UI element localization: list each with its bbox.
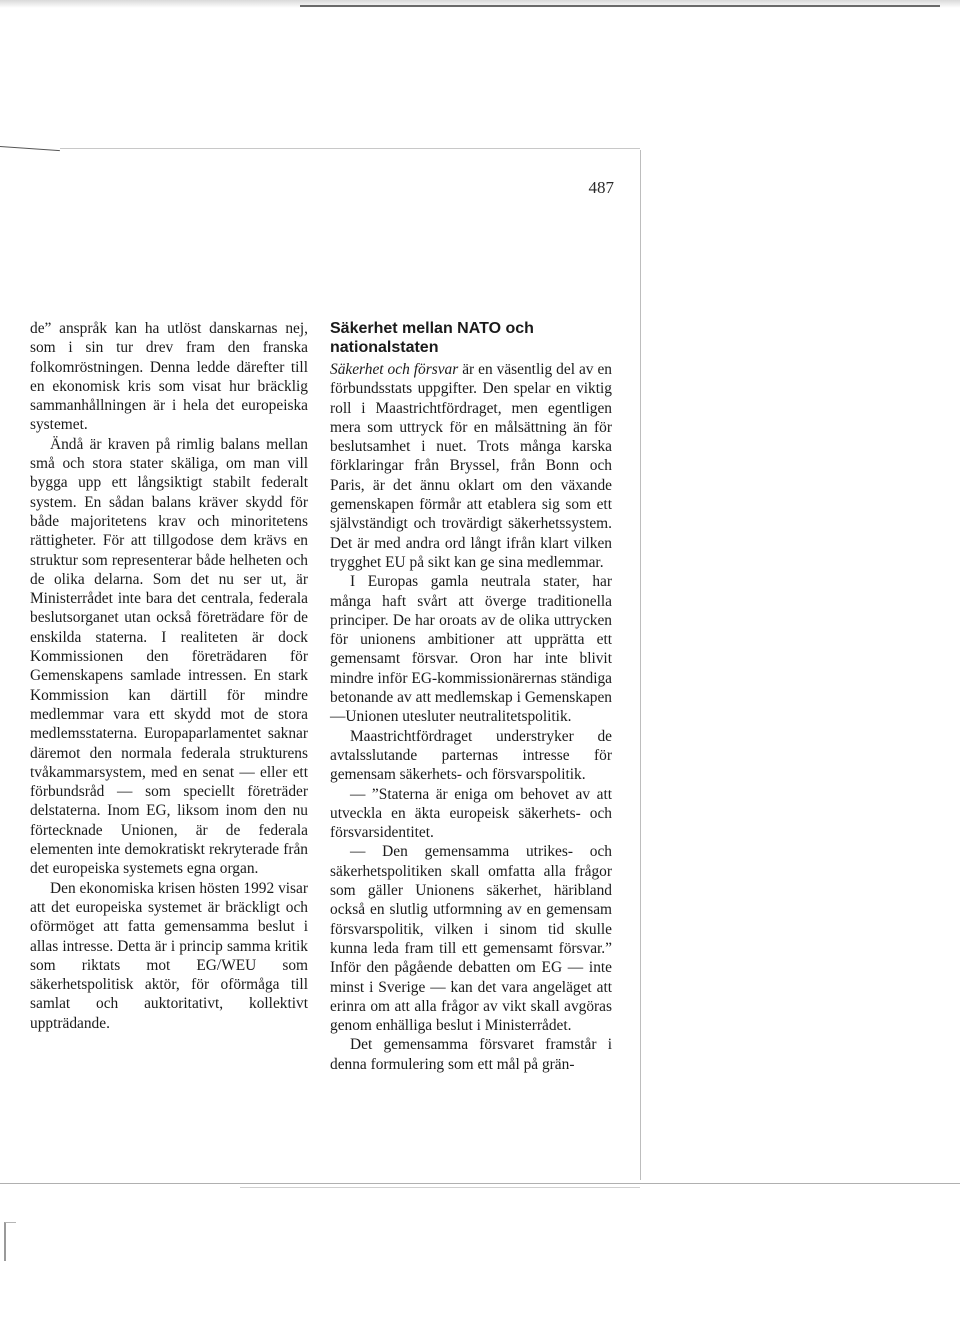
paragraph-text: är en väsentlig del av en förbundsstats uppgifter. Den spelar en viktig roll i Maastrichtfördraget, men egentligen mera som uttryck för en målsättning än för beslutsamhet i nuet. Trots många karska förklaringar från Bryssel, från Bonn och Paris, är det ännu oklart om den växande gemenskapen förmår att etablera sig som ett självständigt och trovärdigt säkerhetssystem. Det är med andra ord långt ifrån klart vilken trygghet EU på sikt kan ge sina medlemmar. [330,361,612,571]
paragraph [330,360,612,572]
crop-mark [0,146,60,151]
page-edge-bottom [0,1183,960,1184]
paragraph: — ”Staterna är eniga om behovet av att utveckla en äkta europeisk säkerhets- och försvarsidentitet. [330,785,612,842]
paragraph: I Europas gamla neutrala stater, har många haft svårt att överge traditionella principer. De har oroats av de olika uttrycken för unionens ambitioner att upprätta ett gemensamt försvar. Oron har inte blivit mindre inför EG-kommissionärernas ständiga betonande av att medlemskap i Gemenskapen—Unionen utesluter neutralitetspolitik. [330,573,612,726]
page-edge-right [640,150,641,1180]
paragraph: Ändå är kraven på rimlig balans mellan små och stora stater skäliga, om man vill bygga upp ett långsiktigt stabilt federalt system. En sådan balans kräver skydd för både majoritetens krav och minoritetens rättigheter. För att tillgodose dem krävs en struktur som representerar både helheten och de olika delarna. Som det nu ser ut, är Ministerrådet inte bara det centrala, federala beslutsorganet utan också företrädare för de enskilda staterna. I realiteten är dock Kommissionen den företrädaren för Gemenskapens samlade intressen. En stark Kommission kan därtill för mindre medlemmar vara ett skydd mot de stora medlemsstaterna. Europaparlamentet saknar däremot den normala federala strukturens tvåkammarsystem, med en senat — eller ett förbundsråd — som speciellt företräder delstaterna. Inom EG, liksom inom den nu förtecknade Unionen, är de federala elementen inte demokratiskt rekryterade från det europeiska systemets egna organ. [30,435,308,878]
page-edge-top [60,148,640,149]
left-column [30,319,308,1033]
section-heading [330,319,612,357]
page-edge-bottom-inner [240,1187,640,1188]
italic-phrase: Säkerhet och försvar [330,361,459,378]
paragraph: Den ekonomiska krisen hösten 1992 visar att det europeiska systemet är bräckligt och oförmöget att fatta gemensamma beslut i allas intresse. Detta är i princip samma kritik som riktats mot EG/WEU som säkerhetspolitisk aktör, för oförmåga till samlat och auktoritativt, kollektivt uppträdande. [30,879,308,1032]
section-heading-line: Säkerhet mellan NATO och [330,320,534,337]
binding-mark [4,1222,16,1261]
right-column [330,319,612,1074]
paragraph: de” anspråk kan ha utlöst danskarnas nej, som i sin tur drev fram den franska folkomröstningen. Denna ledde därefter till en ekonomisk kris som visat hur bräcklig sammanhållningen är i hela det europeiska systemet. [30,320,308,434]
paragraph: — Den gemensamma utrikes- och säkerhetspolitiken skall omfatta alla frågor som gäller Unionens säkerhet, häribland också en slutlig utformning av en gemensam försvarspolitik, vilken i sinom tid skulle kunna leda fram till ett gemensamt försvar.” Inför den pågående debatten om EG — inte minst i Sverige — kan det vara angeläget att erinra om att alla frågor av vikt skall avgöras genom enhälliga beslut i Ministerrådet. [330,843,612,1035]
paragraph: Det gemensamma försvaret framstår i denna formulering som ett mål på grän- [330,1036,612,1073]
section-heading-line: nationalstaten [330,339,439,356]
scan-edge-line [300,5,940,7]
page-number: 487 [588,178,614,197]
paragraph: Maastrichtfördraget understryker de avtalsslutande parternas intresse för gemensam säkerhets- och försvarspolitik. [330,727,612,784]
